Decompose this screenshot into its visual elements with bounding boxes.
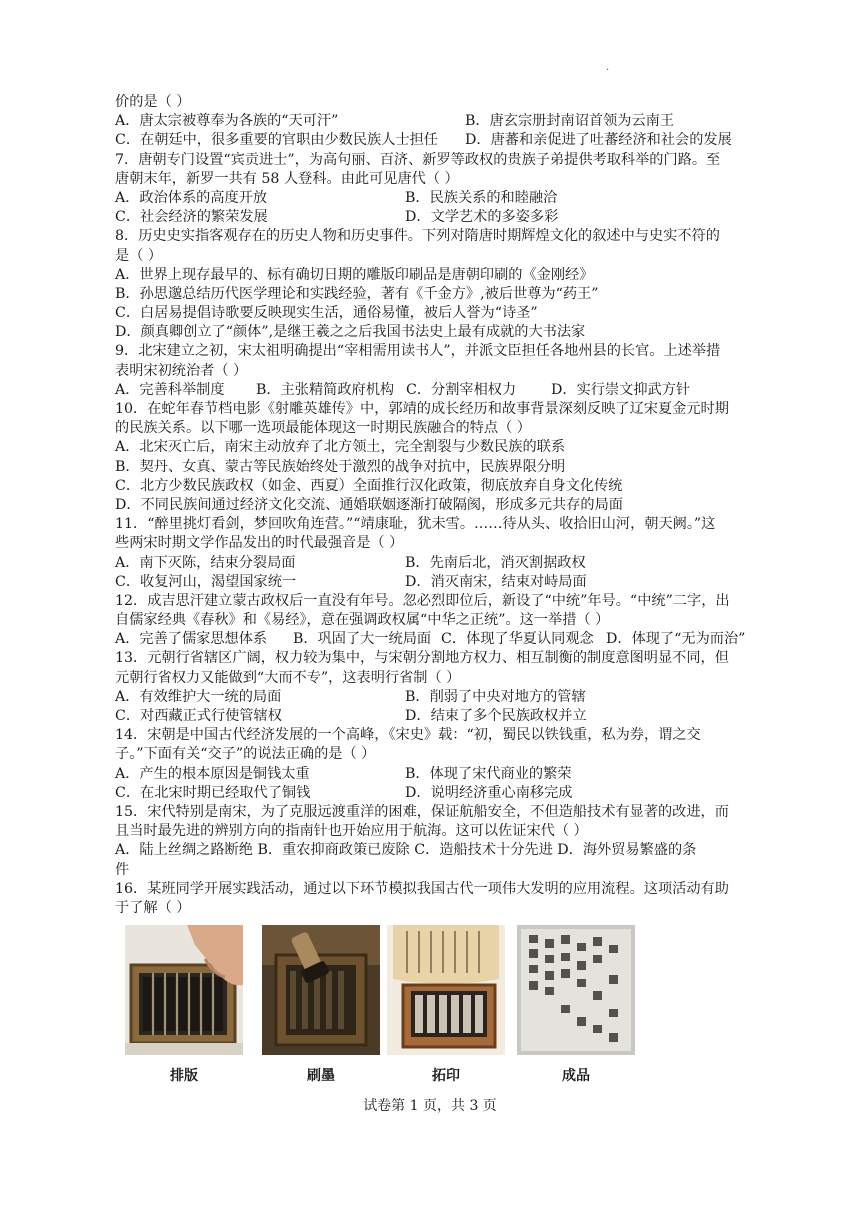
q12-option-d[interactable]: D．体现了“无为而治” xyxy=(606,631,746,648)
caption-inking: 刷墨 xyxy=(307,1068,335,1084)
q7-option-b[interactable]: B．民族关系的和睦融洽 xyxy=(405,189,558,206)
q6-option-d[interactable]: D．唐蕃和亲促进了吐蕃经济和社会的发展 xyxy=(465,132,732,149)
printed-product-photo-icon xyxy=(517,925,635,1055)
q13-stem-1: 13．元朝行省辖区广阔，权力较为集中，与宋朝分割地方权力、相互制衡的制度意图明显不同，但 xyxy=(115,650,729,667)
q15-stem-2: 且当时最先进的辨别方向的指南针也开始应用于航海。这可以佐证宋代（ ） xyxy=(115,823,588,840)
q11-stem-1: 11．“醉里挑灯看剑，梦回吹角连营。”“靖康耻，犹未雪。……待从头、收拾旧山河，朝天阙。”这 xyxy=(115,516,716,533)
q16-stem-1: 16．某班同学开展实践活动，通过以下环节模拟我国古代一项伟大发明的应用流程。这项活动有助 xyxy=(115,880,729,897)
q7-stem-1: 7．唐朝专门设置“宾贡进士”，为高句丽、百济、新罗等政权的贵族子弟提供考取科举的门路。至 xyxy=(115,151,721,168)
q16-stem-2: 于了解（ ） xyxy=(115,899,191,916)
q6-option-a[interactable]: A．唐太宗被尊奉为各族的“天可汗” xyxy=(115,113,339,130)
header-dot: . xyxy=(606,62,610,73)
q13-stem-2: 元朝行省权力又能做到“大而不专”，这表明行省制（ ） xyxy=(115,669,461,686)
q12-stem-1: 12．成吉思汗建立蒙古政权后一直没有年号。忽必烈即位后，新设了“中统”年号。“中统”二字，出 xyxy=(115,592,730,609)
q14-option-c[interactable]: C．在北宋时期已经取代了铜钱 xyxy=(115,784,311,801)
q11-option-a[interactable]: A．南下灭陈，结束分裂局面 xyxy=(115,554,296,571)
q15-options[interactable]: A．陆上丝绸之路断绝 B．重农抑商政策已废除 C．造船技术十分先进 D．海外贸易繁盛的条 xyxy=(115,842,697,859)
q12-stem-2: 自儒家经典《春秋》和《易经》，意在强调政权属“中华之正统”。这一举措（ ） xyxy=(115,612,610,629)
q9-option-c[interactable]: C．分割宰相权力 xyxy=(406,381,517,398)
q15-stem-1: 15．宋代特别是南宋，为了克服远渡重洋的困难，保证航船安全，不但造船技术有显著的改进，而 xyxy=(115,803,729,820)
q7-option-d[interactable]: D．文学艺术的多姿多彩 xyxy=(405,209,559,226)
q11-options-row-1 xyxy=(115,554,755,573)
q8-option-c[interactable]: C．白居易提倡诗歌要反映现实生活，通俗易懂，被后人誉为“诗圣” xyxy=(115,305,538,322)
q9-option-a[interactable]: A．完善科举制度 xyxy=(115,381,225,398)
caption-printing: 拓印 xyxy=(432,1068,460,1084)
q6-stem-tail: 价的是（ ） xyxy=(115,94,191,110)
q6-option-b[interactable]: B．唐玄宗册封南诏首领为云南王 xyxy=(465,113,675,130)
q10-option-a[interactable]: A．北宋灭亡后，南宋主动放弃了北方领土，完全割裂与少数民族的联系 xyxy=(115,439,566,456)
q8-option-b[interactable]: B．孙思邈总结历代医学理论和实践经验，著有《千金方》,被后世尊为“药王” xyxy=(115,285,599,302)
q13-option-c[interactable]: C．对西藏正式行使管辖权 xyxy=(115,708,282,724)
q11-option-c[interactable]: C．收复河山，渴望国家统一 xyxy=(115,573,297,590)
q7-option-c[interactable]: C．社会经济的繁荣发展 xyxy=(115,209,268,226)
caption-typesetting: 排版 xyxy=(170,1068,198,1084)
q15-options-tail: 件 xyxy=(115,861,130,878)
caption-printed-product: 成品 xyxy=(562,1068,590,1084)
q13-option-b[interactable]: B．削弱了中央对地方的管辖 xyxy=(405,688,586,705)
q6-options-row-1 xyxy=(115,112,755,131)
q14-options-row-1 xyxy=(115,765,755,784)
q12-options-row xyxy=(115,630,755,649)
q14-stem-2: 子。”下面有关“交子”的说法正确的是（ ） xyxy=(115,746,376,763)
q10-stem-2: 的民族关系。以下哪一选项最能体现这一时期民族融合的特点（ ） xyxy=(115,420,531,437)
q11-option-d[interactable]: D．消灭南宋，结束对峙局面 xyxy=(405,573,587,590)
q8-option-a[interactable]: A．世界上现存最早的、标有确切日期的雕版印刷品是唐朝印刷的《金刚经》 xyxy=(115,266,594,283)
q7-options-row-1 xyxy=(115,189,755,208)
q13-options-row-1 xyxy=(115,688,755,707)
q12-option-c[interactable]: C．体现了华夏认同观念 xyxy=(441,631,594,648)
printing-process-figures xyxy=(115,925,755,1095)
q12-option-b[interactable]: B．巩固了大一统局面 xyxy=(293,631,432,648)
q13-options-row-2 xyxy=(115,707,755,726)
q10-option-c[interactable]: C．北方少数民族政权（如金、西夏）全面推行汉化政策，彻底放弃自身文化传统 xyxy=(115,477,623,494)
q9-options-row xyxy=(115,381,755,400)
q14-option-a[interactable]: A．产生的根本原因是铜钱太重 xyxy=(115,765,310,782)
q13-option-d[interactable]: D．结束了多个民族政权并立 xyxy=(405,708,587,724)
q7-options-row-2 xyxy=(115,208,755,227)
typesetting-photo-icon xyxy=(125,925,243,1055)
q10-stem-1: 10．在蛇年春节档电影《射雕英雄传》中，郭靖的成长经历和故事背景深刻反映了辽宋夏金元时期 xyxy=(115,401,729,417)
q6-options-row-2 xyxy=(115,131,755,150)
q14-stem-1: 14．宋朝是中国古代经济发展的一个高峰，《宋史》载：“初，蜀民以铁钱重，私为券，谓之交 xyxy=(115,727,701,744)
printing-photo-icon xyxy=(387,925,505,1055)
q7-option-a[interactable]: A．政治体系的高度开放 xyxy=(115,189,268,206)
inking-photo-icon xyxy=(262,925,380,1055)
q9-option-d[interactable]: D．实行崇文抑武方针 xyxy=(551,381,691,398)
page-footer: 试卷第 1 页，共 3 页 xyxy=(363,1098,497,1114)
q9-stem-2: 表明宋初统治者（ ） xyxy=(115,362,248,379)
q9-option-b[interactable]: B．主张精简政府机构 xyxy=(256,381,395,398)
q8-option-d[interactable]: D．颜真卿创立了“颜体”,是继王羲之之后我国书法史上最有成就的大书法家 xyxy=(115,324,586,341)
q14-option-b[interactable]: B．体现了宋代商业的繁荣 xyxy=(405,765,572,782)
q10-option-b[interactable]: B．契丹、女真、蒙古等民族始终处于激烈的战争对抗中，民族界限分明 xyxy=(115,458,566,475)
q11-options-row-2 xyxy=(115,573,755,592)
q8-stem-2: 是（ ） xyxy=(115,247,163,264)
q6-option-c[interactable]: C．在朝廷中，很多重要的官职由少数民族人士担任 xyxy=(115,132,438,149)
q10-option-d[interactable]: D．不同民族间通过经济文化交流、通婚联姻逐渐打破隔阂，形成多元共存的局面 xyxy=(115,496,623,513)
q14-option-d[interactable]: D．说明经济重心南移完成 xyxy=(405,784,573,801)
q7-stem-2: 唐朝末年，新罗一共有 58 人登科。由此可见唐代（ ） xyxy=(115,170,459,187)
q11-stem-2: 些两宋时期文学作品发出的时代最强音是（ ） xyxy=(115,535,404,552)
question-content xyxy=(115,93,755,918)
q11-option-b[interactable]: B．先南后北，消灭割据政权 xyxy=(405,554,586,571)
q14-options-row-2 xyxy=(115,784,755,803)
q12-option-a[interactable]: A．完善了儒家思想体系 xyxy=(115,631,268,648)
q8-stem-1: 8．历史史实指客观存在的历史人物和历史事件。下列对隋唐时期辉煌文化的叙述中与史实不符的 xyxy=(115,228,720,245)
q9-stem-1: 9．北宋建立之初，宋太祖明确提出“宰相需用读书人”，并派文臣担任各地州县的长官。上述举措 xyxy=(115,343,721,360)
q13-option-a[interactable]: A．有效维护大一统的局面 xyxy=(115,688,282,705)
